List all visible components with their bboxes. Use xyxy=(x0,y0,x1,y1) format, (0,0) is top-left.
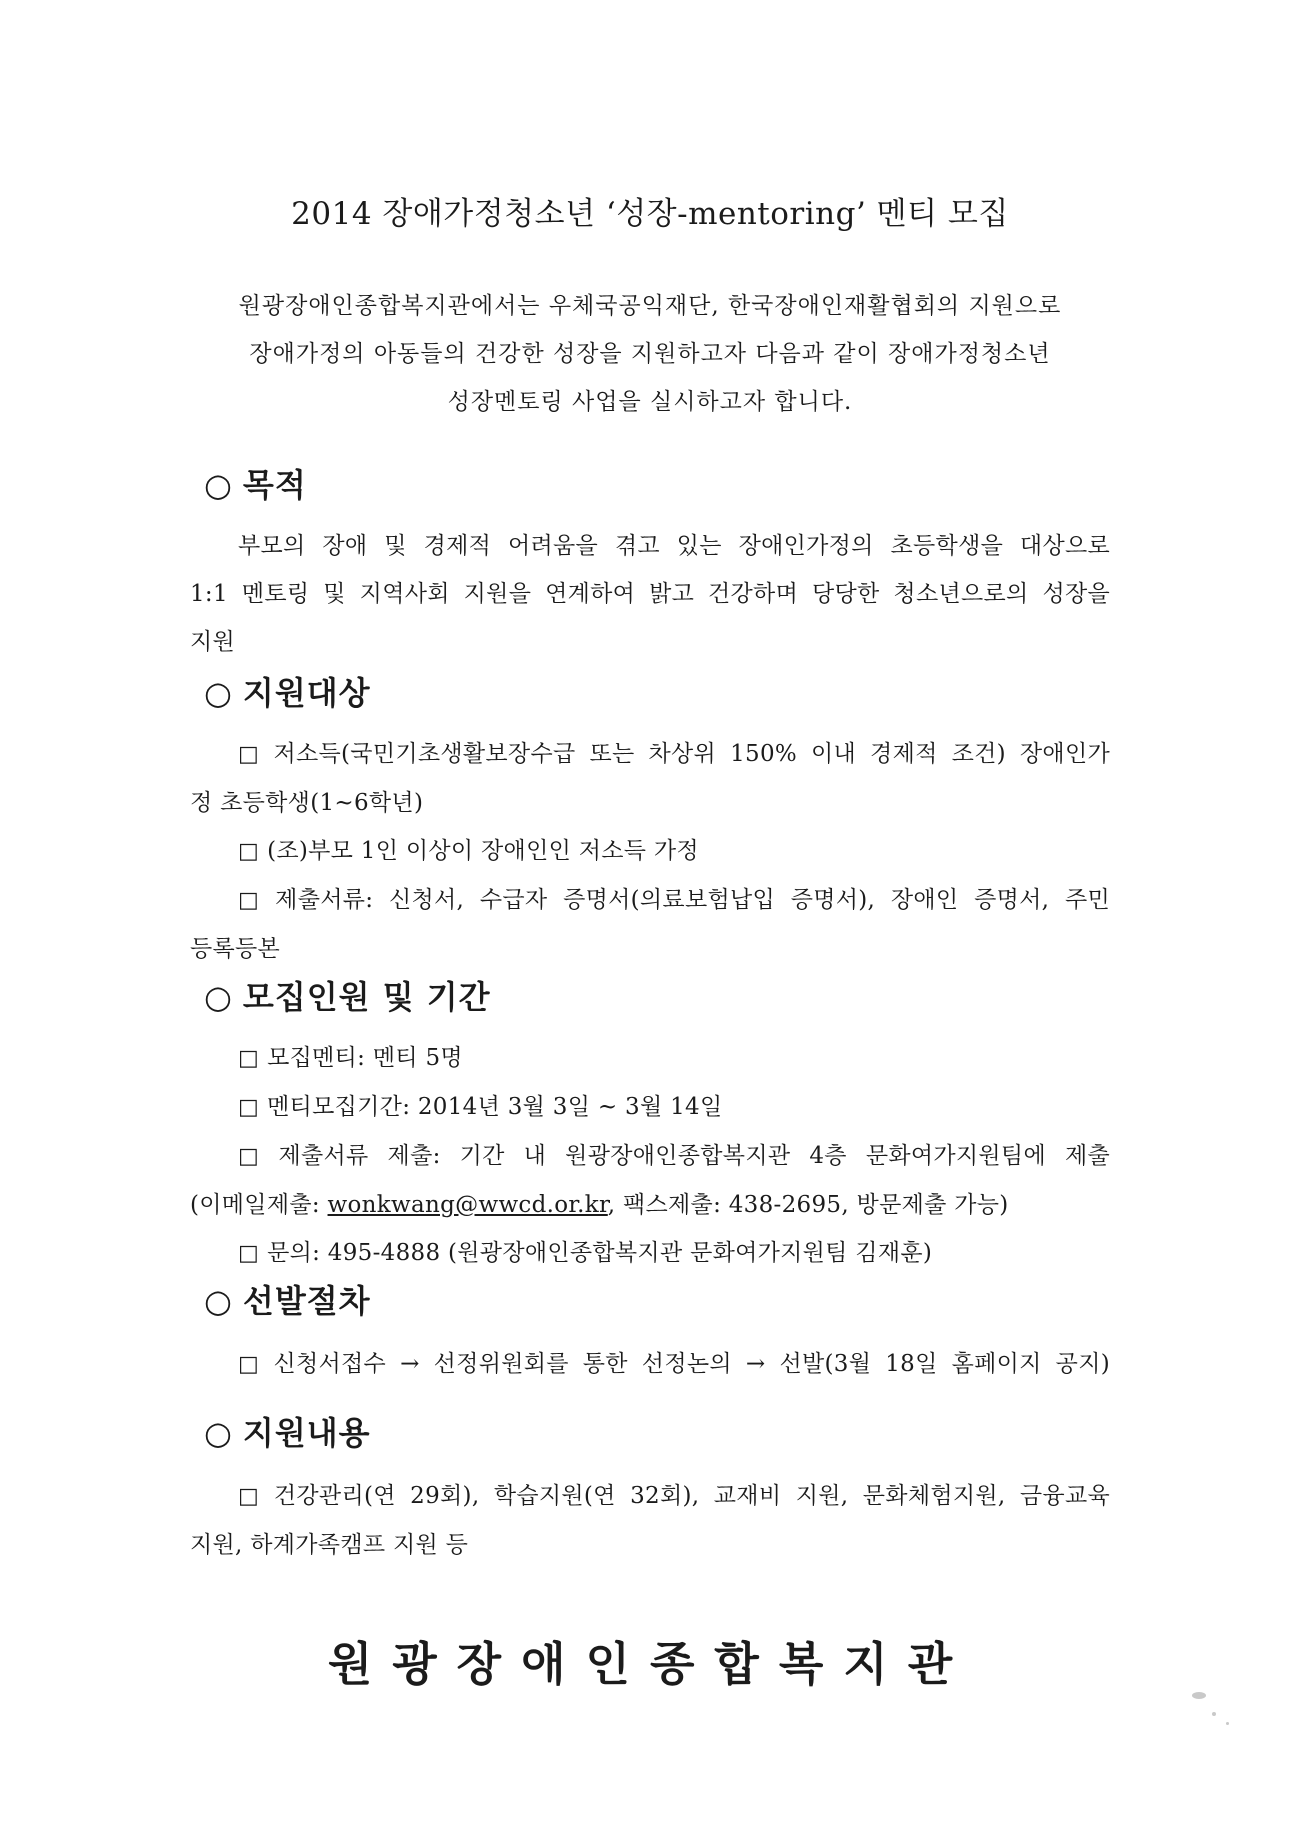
intro-line: 장애가정의 아동들의 건강한 성장을 지원하고자 다음과 같이 장애가정청소년 xyxy=(249,341,1051,367)
recruit-list xyxy=(190,1034,1110,1278)
checkbox-square-icon: □ xyxy=(238,742,266,767)
list-item: □ 제출서류: 신청서, 수급자 증명서(의료보험납입 증명서), 장애인 증명서, 주민 xyxy=(238,887,1110,913)
checkbox-square-icon: □ xyxy=(238,1484,266,1509)
page-title: 2014 장애가정청소년 ‘성장-mentoring’ 멘티 모집 xyxy=(291,196,1009,232)
section-title: 모집인원 및 기간 xyxy=(242,978,491,1016)
list-item: □ 멘티모집기간: 2014년 3월 3일 ~ 3월 14일 xyxy=(238,1094,723,1120)
checkbox-square-icon: □ xyxy=(238,839,260,864)
list-item: □ 제출서류 제출: 기간 내 원광장애인종합복지관 4층 문화여가지원팀에 제출 xyxy=(238,1143,1110,1169)
section-title: 선발절차 xyxy=(242,1282,371,1320)
email-link[interactable]: wonkwang@wwcd.or.kr xyxy=(327,1192,608,1218)
organization-name: 원광장애인종합복지관 xyxy=(327,1637,973,1691)
paragraph-line: 1:1 멘토링 및 지역사회 지원을 연계하여 밝고 건강하며 당당한 청소년으로의 성장을 xyxy=(190,581,1110,607)
content-list xyxy=(190,1472,1110,1569)
intro-paragraph xyxy=(150,282,1150,426)
intro-line: 성장멘토링 사업을 실시하고자 합니다. xyxy=(447,389,853,415)
list-item-continuation: 등록등본 xyxy=(190,936,281,962)
section-title: 목적 xyxy=(242,466,307,504)
checkbox-square-icon: □ xyxy=(238,888,268,913)
paragraph-line: 부모의 장애 및 경제적 어려움을 겪고 있는 장애인가정의 초등학생을 대상으로 xyxy=(238,533,1110,559)
scan-speck xyxy=(1192,1692,1206,1699)
target-list xyxy=(190,730,1110,973)
checkbox-square-icon: □ xyxy=(238,1352,266,1377)
checkbox-square-icon: □ xyxy=(238,1095,260,1120)
circle-bullet-icon: ○ xyxy=(204,466,233,504)
section-heading-selection xyxy=(204,1276,371,1322)
list-item-continuation: (이메일제출: wonkwang@wwcd.or.kr, 팩스제출: 438-2695, 방문제출 가능) xyxy=(190,1192,1009,1218)
list-item: □ (조)부모 1인 이상이 장애인인 저소득 가정 xyxy=(238,838,699,864)
scan-speck xyxy=(1226,1722,1229,1725)
section-heading-target xyxy=(204,668,371,714)
section-heading-content xyxy=(204,1408,371,1454)
list-item-continuation: 지원, 하계가족캠프 지원 등 xyxy=(190,1532,469,1558)
checkbox-square-icon: □ xyxy=(238,1241,260,1266)
list-item-continuation: 정 초등학생(1~6학년) xyxy=(190,790,424,816)
circle-bullet-icon: ○ xyxy=(204,674,233,712)
list-item: □ 건강관리(연 29회), 학습지원(연 32회), 교재비 지원, 문화체험지원, 금융교육 xyxy=(238,1483,1110,1509)
checkbox-square-icon: □ xyxy=(238,1144,271,1169)
list-item: □ 모집멘티: 멘티 5명 xyxy=(238,1045,463,1071)
checkbox-square-icon: □ xyxy=(238,1046,260,1071)
section-title: 지원내용 xyxy=(242,1414,371,1452)
section-heading-recruit xyxy=(204,972,491,1018)
circle-bullet-icon: ○ xyxy=(204,978,233,1016)
selection-list xyxy=(190,1340,1110,1389)
circle-bullet-icon: ○ xyxy=(204,1282,233,1320)
intro-line: 원광장애인종합복지관에서는 우체국공익재단, 한국장애인재활협회의 지원으로 xyxy=(238,293,1062,319)
scan-speck xyxy=(1212,1712,1216,1716)
list-item: □ 저소득(국민기초생활보장수급 또는 차상위 150% 이내 경제적 조건) 장애인가 xyxy=(238,741,1110,767)
list-item: □ 문의: 495-4888 (원광장애인종합복지관 문화여가지원팀 김재훈) xyxy=(238,1240,933,1266)
circle-bullet-icon: ○ xyxy=(204,1414,233,1452)
purpose-paragraph xyxy=(190,522,1110,666)
list-item: □ 신청서접수 → 선정위원회를 통한 선정논의 → 선발(3월 18일 홈페이지 공지) xyxy=(238,1351,1110,1377)
section-title: 지원대상 xyxy=(242,674,371,712)
paragraph-line: 지원 xyxy=(190,629,236,655)
section-heading-purpose xyxy=(204,460,307,506)
